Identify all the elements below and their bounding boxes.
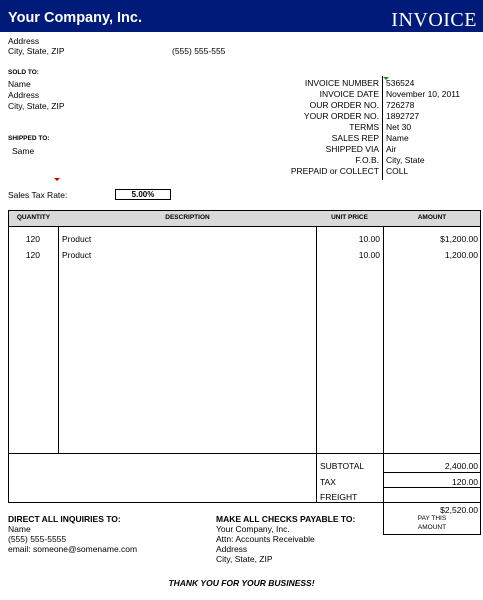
column-header-quantity: QUANTITY bbox=[16, 214, 51, 221]
meta-value-invoice-date: November 10, 2011 bbox=[386, 89, 461, 99]
total-due-value: $2,520.00 bbox=[440, 505, 478, 515]
column-header-unit-price: UNIT PRICE bbox=[331, 214, 368, 221]
meta-label-shipped-via: SHIPPED VIA bbox=[325, 144, 379, 154]
meta-label-fob: F.O.B. bbox=[355, 155, 379, 165]
meta-value-your-order: 1892727 bbox=[386, 111, 420, 121]
inquiries-phone: (555) 555-5555 bbox=[8, 534, 67, 544]
checks-city: City, State, ZIP bbox=[216, 554, 273, 564]
column-header-description: DESCRIPTION bbox=[165, 214, 210, 221]
invoice-title: INVOICE bbox=[391, 9, 477, 31]
company-city: City, State, ZIP bbox=[8, 46, 65, 56]
meta-label-terms: TERMS bbox=[349, 122, 379, 132]
meta-label-your-order: YOUR ORDER NO. bbox=[303, 111, 379, 121]
checks-attn: Attn: Accounts Receivable bbox=[216, 534, 315, 544]
column-header-amount: AMOUNT bbox=[417, 214, 447, 221]
meta-value-sales-rep: Name bbox=[386, 133, 409, 143]
column-divider bbox=[58, 227, 59, 453]
row-1-quantity: 120 bbox=[25, 234, 40, 244]
checks-company: Your Company, Inc. bbox=[216, 524, 290, 534]
meta-label-prepaid: PREPAID or COLLECT bbox=[290, 166, 379, 176]
meta-value-our-order: 726278 bbox=[386, 100, 415, 110]
subtotal-label: SUBTOTAL bbox=[320, 461, 365, 471]
freight-label: FREIGHT bbox=[320, 492, 358, 502]
meta-label-sales-rep: SALES REP bbox=[331, 133, 379, 143]
row-2-unit-price: 10.00 bbox=[358, 250, 380, 260]
tax-label: TAX bbox=[320, 477, 336, 487]
tax-rule bbox=[383, 487, 481, 488]
shipped-to-value: Same bbox=[12, 146, 35, 156]
sold-to-name: Name bbox=[8, 79, 31, 89]
thank-you-note: THANK YOU FOR YOUR BUSINESS! bbox=[168, 578, 315, 588]
meta-label-our-order: OUR ORDER NO. bbox=[309, 100, 379, 110]
row-2-quantity: 120 bbox=[25, 250, 40, 260]
inquiries-email[interactable]: email: someone@somename.com bbox=[8, 544, 138, 554]
meta-value-fob: City, State bbox=[386, 155, 425, 165]
sales-tax-label: Sales Tax Rate: bbox=[8, 190, 68, 200]
column-divider bbox=[316, 227, 317, 503]
checks-address: Address bbox=[216, 544, 248, 554]
sold-to-city: City, State, ZIP bbox=[8, 101, 65, 111]
tax-value: 120.00 bbox=[452, 477, 478, 487]
shipped-to-heading: SHIPPED TO: bbox=[8, 135, 50, 142]
pay-this-label: PAY THIS bbox=[417, 515, 447, 522]
items-bottom-rule bbox=[8, 453, 481, 454]
comment-marker-icon bbox=[54, 178, 60, 181]
subtotal-value: 2,400.00 bbox=[444, 461, 478, 471]
company-address: Address bbox=[8, 36, 40, 46]
subtotal-rule bbox=[383, 472, 481, 473]
sales-tax-input[interactable]: 5.00% bbox=[115, 189, 171, 200]
company-name: Your Company, Inc. bbox=[8, 10, 143, 26]
meta-value-terms: Net 30 bbox=[386, 122, 412, 132]
meta-value-prepaid: COLL bbox=[386, 166, 409, 176]
row-2-amount: 1,200.00 bbox=[444, 250, 478, 260]
row-1-unit-price: 10.00 bbox=[358, 234, 380, 244]
company-phone: (555) 555-555 bbox=[172, 46, 226, 56]
row-1-description: Product bbox=[62, 234, 92, 244]
meta-divider bbox=[382, 76, 383, 180]
meta-value-shipped-via: Air bbox=[386, 144, 397, 154]
checks-heading: MAKE ALL CHECKS PAYABLE TO: bbox=[216, 514, 356, 524]
meta-label-invoice-number: INVOICE NUMBER bbox=[304, 78, 379, 88]
meta-label-invoice-date: INVOICE DATE bbox=[319, 89, 379, 99]
amount-label: AMOUNT bbox=[417, 524, 447, 531]
row-2-description: Product bbox=[62, 250, 92, 260]
inquiries-heading: DIRECT ALL INQUIRIES TO: bbox=[8, 514, 121, 524]
row-1-amount: $1,200.00 bbox=[440, 234, 478, 244]
meta-value-invoice-number: 536524 bbox=[386, 78, 415, 88]
inquiries-name: Name bbox=[8, 524, 31, 534]
sold-to-heading: SOLD TO: bbox=[8, 69, 39, 76]
sold-to-address: Address bbox=[8, 90, 40, 100]
